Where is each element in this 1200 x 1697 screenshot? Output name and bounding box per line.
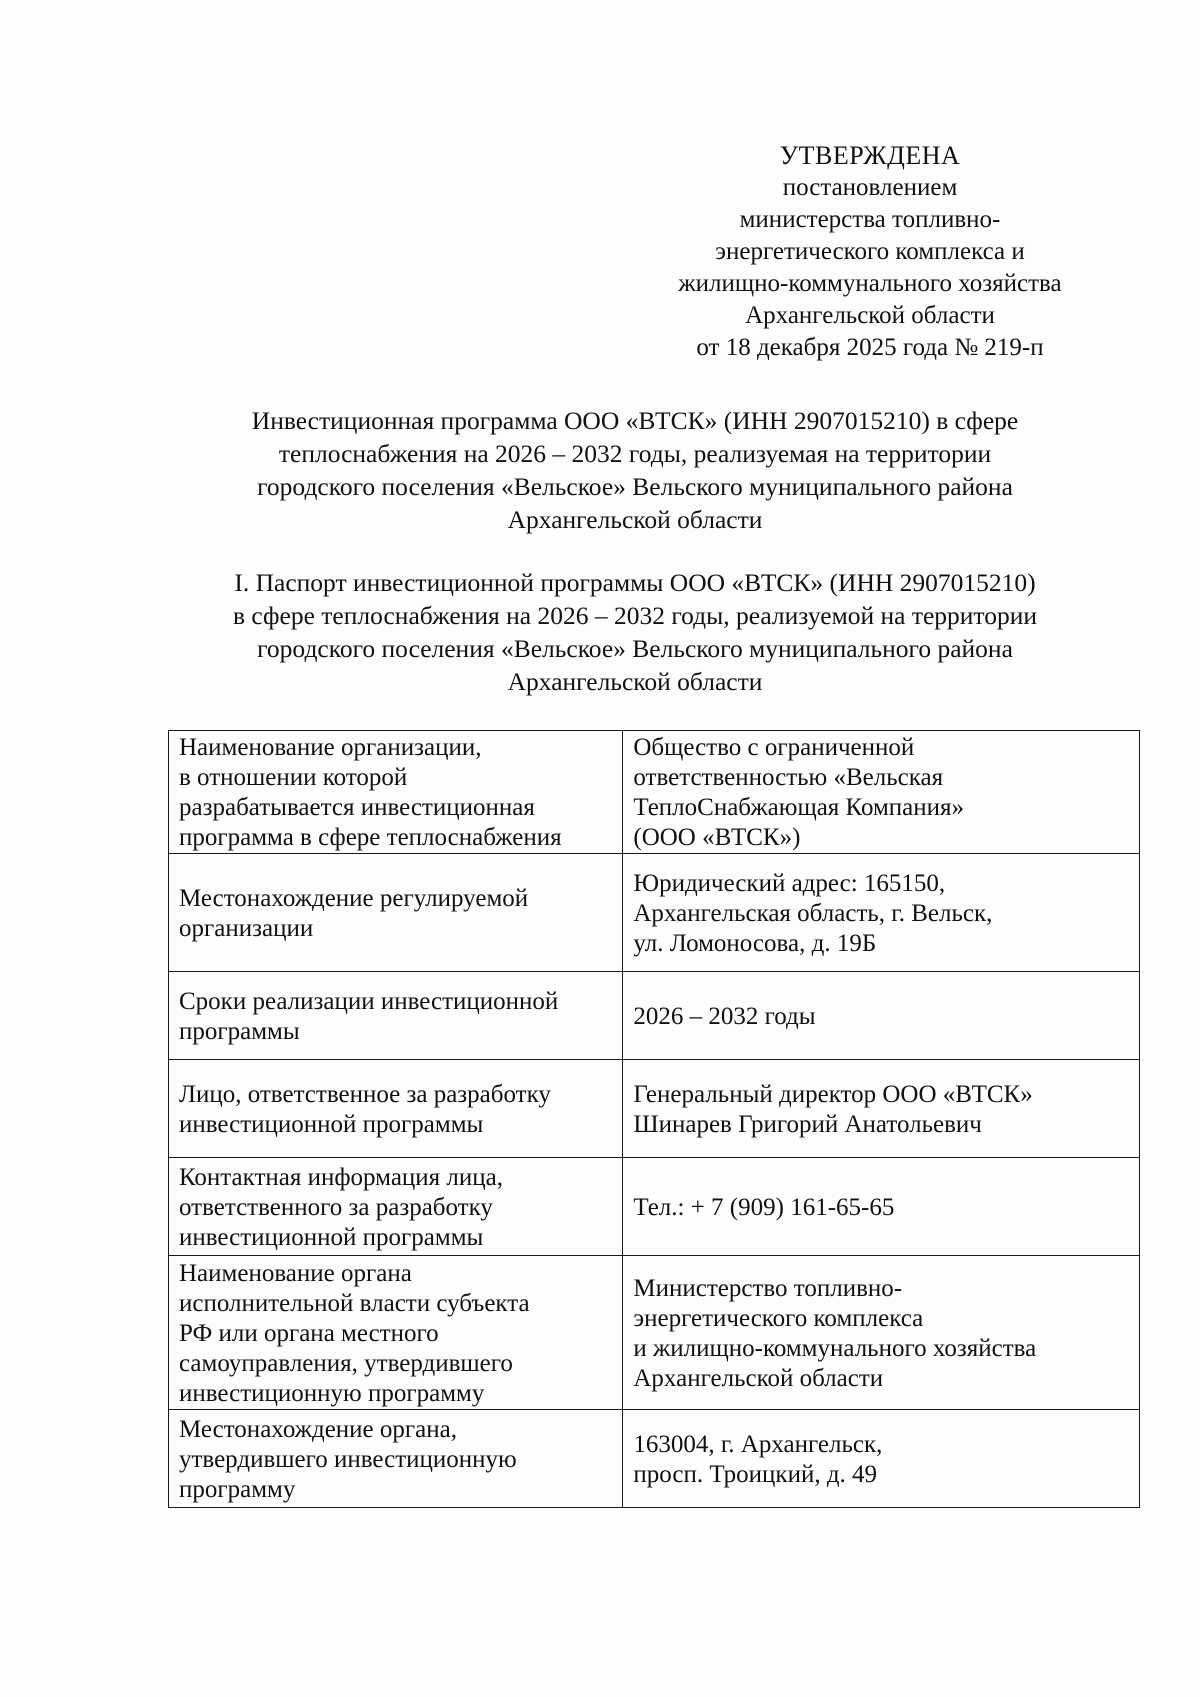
table-row <box>169 731 1140 854</box>
cell-line: Архангельская область, г. Вельск, <box>633 899 993 927</box>
row-label-cell <box>169 731 623 854</box>
cell-line: Архангельской области <box>633 1364 884 1392</box>
cell-line: Местонахождение органа, <box>179 1415 457 1443</box>
document-title-line: теплоснабжения на 2026 – 2032 годы, реализуемая на территории <box>278 439 992 468</box>
cell-line: Контактная информация лица, <box>179 1163 504 1191</box>
approval-date-line: от 18 декабря 2025 года № 219-п <box>696 334 1044 361</box>
cell-line: Юридический адрес: 165150, <box>633 869 946 897</box>
row-label-cell <box>169 1410 623 1508</box>
section-title-line: в сфере теплоснабжения на 2026 – 2032 годы, реализуемой на территории <box>232 601 1038 630</box>
cell-line: ответственностью «Вельская <box>633 764 944 791</box>
cell-line: инвестиционную программу <box>179 1379 485 1407</box>
cell-line: Сроки реализации инвестиционной <box>179 987 559 1015</box>
cell-line: самоуправления, утвердившего <box>179 1349 513 1377</box>
row-label-cell <box>169 972 623 1060</box>
cell-line: инвестиционной программы <box>179 1110 484 1138</box>
cell-line: 163004, г. Архангельск, <box>633 1430 883 1458</box>
cell-line: утвердившего инвестиционную <box>179 1445 517 1473</box>
row-value-cell <box>623 1158 1140 1256</box>
cell-line: исполнительной власти субъекта <box>179 1289 530 1317</box>
document-title-line: городского поселения «Вельское» Вельского муниципального района <box>257 472 1013 501</box>
table-row <box>169 854 1140 972</box>
cell-line: энергетического комплекса <box>633 1304 924 1332</box>
approval-stamp <box>600 140 1140 364</box>
cell-line: Местонахождение регулируемой <box>179 884 529 912</box>
cell-line: Наименование органа <box>179 1259 412 1287</box>
table-row <box>169 972 1140 1060</box>
section-title <box>170 566 1100 698</box>
cell-line: Лицо, ответственное за разработку <box>179 1080 551 1108</box>
row-label-cell <box>169 1060 623 1158</box>
cell-line: просп. Троицкий, д. 49 <box>633 1460 878 1488</box>
approval-line: Архангельской области <box>745 302 995 329</box>
row-label-cell <box>169 1256 623 1410</box>
cell-line: Тел.: + 7 (909) 161-65-65 <box>633 1193 895 1221</box>
row-value-cell <box>623 854 1140 972</box>
row-value-cell <box>623 731 1140 854</box>
approval-line: министерства топливно- <box>739 206 1001 233</box>
cell-line: Министерство топливно- <box>633 1274 903 1302</box>
approval-line: энергетического комплекса и <box>715 238 1025 265</box>
document-title <box>170 404 1100 536</box>
document-title-line: Архангельской области <box>507 505 763 534</box>
cell-line: РФ или органа местного <box>179 1319 439 1347</box>
cell-line: ответственного за разработку <box>179 1193 493 1221</box>
cell-line: (ООО «ВТСК») <box>633 824 801 851</box>
row-value-cell <box>623 1256 1140 1410</box>
cell-line: организации <box>179 914 314 942</box>
cell-line: Наименование организации, <box>179 734 482 761</box>
table-row <box>169 1060 1140 1158</box>
cell-line: в отношении которой <box>179 764 408 791</box>
table-row <box>169 1256 1140 1410</box>
cell-line: программы <box>179 1017 300 1045</box>
section-title-line: Архангельской области <box>507 667 763 696</box>
document-title-line: Инвестиционная программа ООО «ВТСК» (ИНН 2907015210) в сфере <box>251 406 1019 435</box>
section-title-line: городского поселения «Вельское» Вельского муниципального района <box>257 634 1013 663</box>
cell-line: ул. Ломоносова, д. 19Б <box>633 929 877 957</box>
row-label-cell <box>169 854 623 972</box>
cell-line: Шинарев Григорий Анатольевич <box>633 1110 982 1138</box>
cell-line: ТеплоСнабжающая Компания» <box>633 794 965 821</box>
row-value-cell <box>623 1060 1140 1158</box>
cell-line: программа в сфере теплоснабжения <box>179 824 562 851</box>
approval-line: жилищно-коммунального хозяйства <box>678 270 1062 297</box>
row-value-cell <box>623 972 1140 1060</box>
row-value-cell <box>623 1410 1140 1508</box>
cell-line: 2026 – 2032 годы <box>633 1002 816 1030</box>
passport-table <box>168 730 1140 1508</box>
row-label-cell <box>169 1158 623 1256</box>
cell-line: и жилищно-коммунального хозяйства <box>633 1334 1037 1362</box>
approval-title: УТВЕРЖДЕНА <box>779 141 961 170</box>
cell-line: инвестиционной программы <box>179 1223 484 1251</box>
table-row <box>169 1158 1140 1256</box>
approval-line: постановлением <box>782 174 958 201</box>
cell-line: Общество с ограниченной <box>633 734 915 761</box>
section-title-line: I. Паспорт инвестиционной программы ООО «ВТСК» (ИНН 2907015210) <box>234 568 1036 597</box>
table-row <box>169 1410 1140 1508</box>
cell-line: программу <box>179 1475 296 1503</box>
cell-line: разрабатывается инвестиционная <box>179 794 535 821</box>
cell-line: Генеральный директор ООО «ВТСК» <box>633 1080 1033 1108</box>
